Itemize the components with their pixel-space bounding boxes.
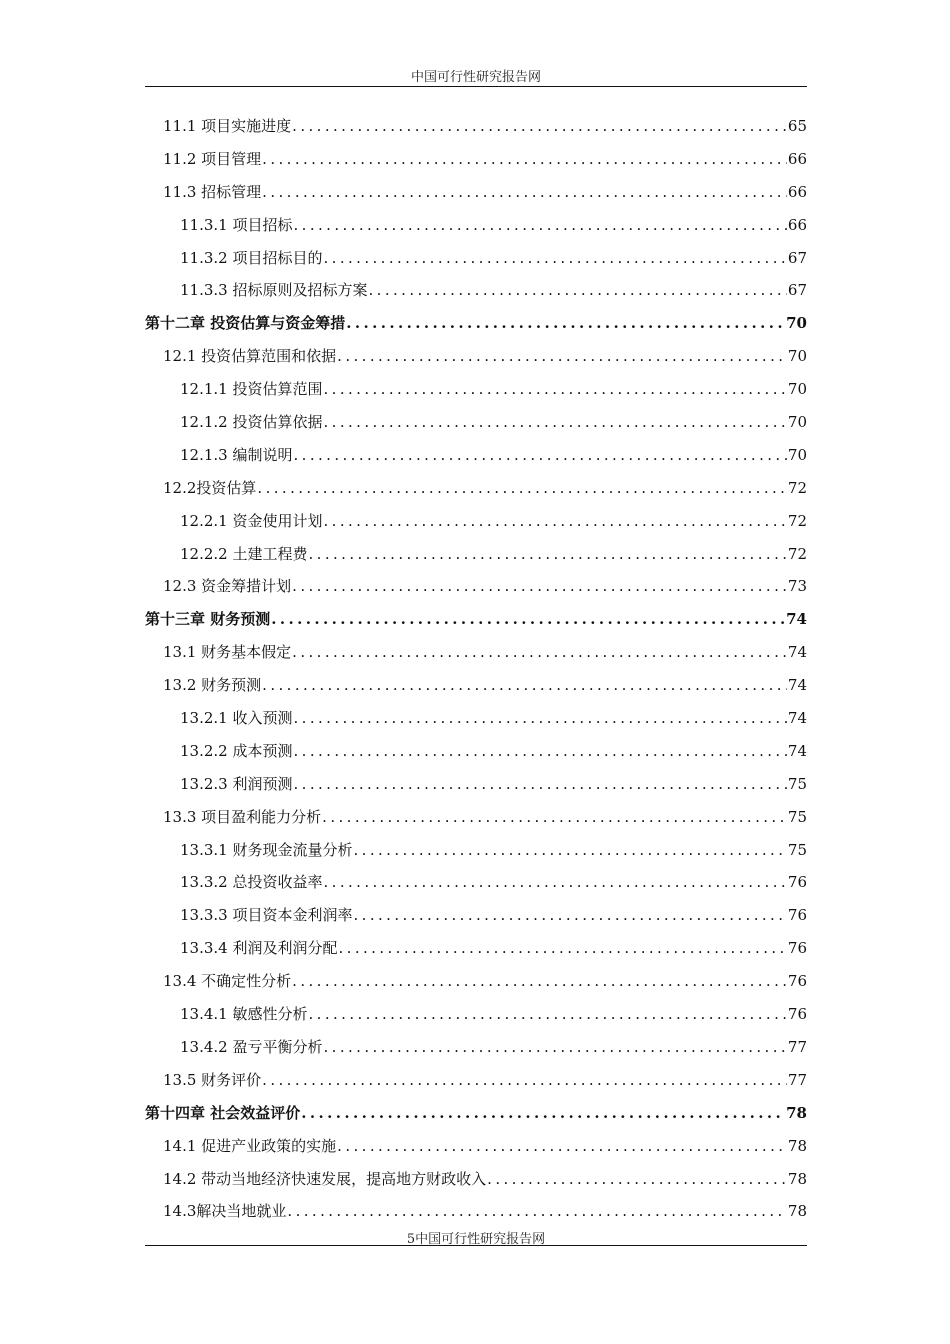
toc-entry-page-number: 74 [787,643,807,662]
toc-entry-page-number: 70 [787,445,807,464]
toc-entry-page-number: 76 [787,1005,807,1024]
toc-entry-page-number: 70 [787,413,807,432]
table-of-contents [145,116,807,1234]
toc-entry-title: 12.1 投资估算范围和依据 [163,347,337,366]
toc-dot-leader [323,1037,786,1057]
toc-entry-title: 13.2.3 利润预测 [180,774,293,793]
toc-dot-leader [323,412,786,432]
toc-entry-title: 14.1 促进产业政策的实施 [163,1136,337,1155]
toc-dot-leader [292,116,787,136]
toc-dot-leader [262,675,787,695]
toc-section-entry[interactable] [145,478,807,511]
toc-section-entry[interactable] [145,511,807,544]
toc-section-entry[interactable] [145,971,807,1004]
toc-dot-leader [292,576,787,596]
toc-entry-title: 12.1.2 投资估算依据 [180,413,323,432]
toc-dot-leader [262,182,787,202]
toc-dot-leader [487,1169,787,1189]
toc-entry-page-number: 67 [787,281,807,300]
toc-entry-title: 13.4 不确定性分析 [163,972,292,991]
toc-section-entry[interactable] [145,116,807,149]
toc-entry-title: 13.1 财务基本假定 [163,643,292,662]
toc-entry-title: 12.2投资估算 [163,478,257,497]
toc-entry-title: 11.3.3 招标原则及招标方案 [180,281,368,300]
toc-entry-title: 11.2 项目管理 [163,149,262,168]
toc-dot-leader [323,511,786,531]
toc-entry-page-number: 70 [787,347,807,366]
toc-entry-title: 12.2.1 资金使用计划 [180,511,323,530]
toc-dot-leader [293,774,786,794]
footer-title: 中国可行性研究报告网 [415,1232,546,1247]
toc-entry-page-number: 78 [786,1103,807,1122]
toc-entry-title: 13.3.4 利润及利润分配 [180,939,338,958]
toc-dot-leader [271,609,785,629]
toc-section-entry[interactable] [145,840,807,873]
toc-entry-page-number: 78 [787,1169,807,1188]
toc-section-entry[interactable] [145,445,807,478]
toc-entry-title: 13.2 财务预测 [163,676,262,695]
toc-section-entry[interactable] [145,346,807,379]
toc-entry-title: 12.1.3 编制说明 [180,445,293,464]
toc-section-entry[interactable] [145,1136,807,1169]
toc-entry-title: 14.2 带动当地经济快速发展，提高地方财政收入 [163,1169,487,1188]
toc-entry-title: 第十三章 财务预测 [145,610,271,629]
toc-entry-page-number: 74 [787,741,807,760]
toc-entry-page-number: 66 [787,149,807,168]
toc-dot-leader [293,741,786,761]
toc-section-entry[interactable] [145,642,807,675]
toc-entry-page-number: 78 [787,1202,807,1221]
toc-section-entry[interactable] [145,905,807,938]
toc-dot-leader [301,1103,785,1123]
toc-dot-leader [262,149,787,169]
toc-dot-leader [257,478,787,498]
toc-dot-leader [337,1136,787,1156]
toc-entry-page-number: 75 [787,807,807,826]
toc-entry-page-number: 70 [786,314,807,333]
toc-entry-title: 13.3.1 财务现金流量分析 [180,840,353,859]
toc-section-entry[interactable] [145,938,807,971]
toc-dot-leader [292,971,787,991]
toc-entry-title: 13.2.1 收入预测 [180,709,293,728]
toc-dot-leader [262,1070,787,1090]
toc-entry-title: 11.3.1 项目招标 [180,215,293,234]
toc-section-entry[interactable] [145,544,807,577]
toc-entry-title: 13.5 财务评价 [163,1070,262,1089]
toc-section-entry[interactable] [145,1070,807,1103]
toc-entry-page-number: 76 [787,873,807,892]
toc-section-entry[interactable] [145,807,807,840]
toc-entry-page-number: 66 [787,215,807,234]
toc-section-entry[interactable] [145,379,807,412]
toc-entry-title: 13.3.2 总投资收益率 [180,873,323,892]
toc-entry-title: 第十二章 投资估算与资金筹措 [145,314,346,333]
toc-section-entry[interactable] [145,872,807,905]
toc-entry-page-number: 78 [787,1136,807,1155]
toc-entry-page-number: 72 [787,478,807,497]
toc-entry-page-number: 75 [787,840,807,859]
toc-section-entry[interactable] [145,1004,807,1037]
toc-dot-leader [293,708,786,728]
toc-entry-page-number: 77 [787,1070,807,1089]
toc-entry-title: 13.3 项目盈利能力分析 [163,807,322,826]
toc-entry-title: 14.3解决当地就业 [163,1202,287,1221]
toc-entry-title: 11.3.2 项目招标目的 [180,248,323,267]
toc-dot-leader [293,215,786,235]
toc-dot-leader [338,938,786,958]
toc-entry-page-number: 67 [787,248,807,267]
toc-entry-page-number: 70 [787,380,807,399]
toc-dot-leader [346,313,785,333]
toc-entry-page-number: 75 [787,774,807,793]
toc-entry-title: 12.3 资金筹措计划 [163,577,292,596]
toc-dot-leader [337,346,787,366]
toc-entry-page-number: 72 [787,511,807,530]
toc-entry-page-number: 72 [787,544,807,563]
toc-section-entry[interactable] [145,741,807,774]
toc-entry-title: 11.3 招标管理 [163,182,262,201]
toc-chapter-entry[interactable] [145,1103,807,1136]
toc-entry-page-number: 77 [787,1037,807,1056]
toc-section-entry[interactable] [145,576,807,609]
toc-entry-title: 12.1.1 投资估算范围 [180,380,323,399]
toc-entry-title: 13.3.3 项目资本金利润率 [180,906,353,925]
toc-section-entry[interactable] [145,708,807,741]
toc-section-entry[interactable] [145,248,807,281]
toc-entry-title: 13.2.2 成本预测 [180,741,293,760]
toc-entry-page-number: 74 [786,610,807,629]
toc-dot-leader [368,280,786,300]
toc-dot-leader [287,1201,787,1221]
toc-section-entry[interactable] [145,215,807,248]
toc-dot-leader [353,840,786,860]
toc-dot-leader [322,807,787,827]
toc-dot-leader [323,872,786,892]
toc-section-entry[interactable] [145,412,807,445]
toc-dot-leader [353,905,786,925]
toc-entry-page-number: 76 [787,906,807,925]
page-header-title: 中国可行性研究报告网 [410,70,541,85]
toc-chapter-entry[interactable] [145,313,807,346]
toc-entry-page-number: 74 [787,709,807,728]
toc-section-entry[interactable] [145,675,807,708]
toc-section-entry[interactable] [145,1037,807,1070]
toc-section-entry[interactable] [145,149,807,182]
toc-section-entry[interactable] [145,1169,807,1202]
toc-entry-page-number: 74 [787,676,807,695]
toc-entry-title: 第十四章 社会效益评价 [145,1103,301,1122]
toc-entry-title: 11.1 项目实施进度 [163,117,292,135]
page-number: 5 [406,1232,416,1247]
toc-dot-leader [293,445,786,465]
toc-section-entry[interactable] [145,182,807,215]
toc-section-entry[interactable] [145,280,807,313]
toc-dot-leader [308,1004,786,1024]
toc-entry-page-number: 73 [787,577,807,596]
toc-section-entry[interactable] [145,774,807,807]
toc-entry-page-number: 65 [787,117,807,135]
toc-entry-title: 13.4.2 盈亏平衡分析 [180,1037,323,1056]
toc-dot-leader [308,544,786,564]
toc-entry-page-number: 76 [787,939,807,958]
footer-divider [145,1245,807,1246]
toc-entry-title: 13.4.1 敏感性分析 [180,1005,308,1024]
toc-entry-title: 12.2.2 土建工程费 [180,544,308,563]
toc-dot-leader [323,248,786,268]
toc-chapter-entry[interactable] [145,609,807,642]
toc-entry-page-number: 76 [787,972,807,991]
toc-entry-page-number: 66 [787,182,807,201]
header-divider [145,86,807,87]
toc-dot-leader [292,642,787,662]
toc-dot-leader [323,379,786,399]
